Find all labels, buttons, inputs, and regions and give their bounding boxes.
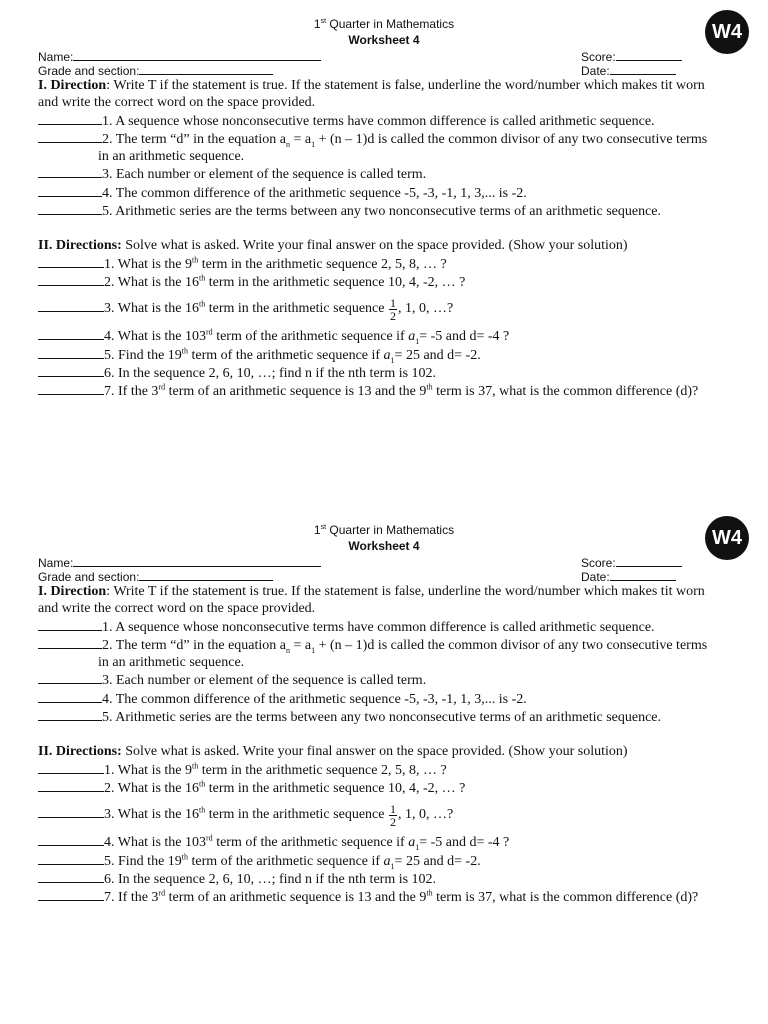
answer-blank[interactable] <box>38 202 102 215</box>
problem-item: 2. What is the 16th term in the arithmetic sequence 10, 4, -2, … ? <box>38 779 738 797</box>
worksheet-title: Worksheet 4 <box>348 33 420 47</box>
problem-item: 6. In the sequence 2, 6, 10, …; find n if the nth term is 102. <box>38 870 738 888</box>
answer-blank[interactable] <box>38 327 104 340</box>
answer-blank[interactable] <box>38 130 102 143</box>
problem-item: 7. If the 3rd term of an arithmetic sequence is 13 and the 9th term is 37, what is the common difference (d)? <box>38 382 738 400</box>
fraction-one-half: $\frac{1}{2}$ <box>389 801 396 829</box>
answer-blank[interactable] <box>38 382 104 395</box>
answer-blank[interactable] <box>38 273 104 286</box>
answer-blank[interactable] <box>38 671 102 684</box>
answer-blank[interactable] <box>38 761 104 774</box>
problem-item: 3. What is the 16th term in the arithmetic sequence $\frac{1}{2}$ , 1, 0, …? <box>38 291 738 327</box>
part1-direction: I. Direction: Write T if the statement is true. If the statement is false, underline the word/number which makes tit worn <box>38 78 705 93</box>
tf-item: 5. Arithmetic series are the terms between any two nonconsecutive terms of an arithmetic sequence. <box>38 708 738 726</box>
problem-item: 5. Find the 19th term of the arithmetic sequence if $a_1= 25$ and d= -2. <box>38 346 738 364</box>
quarter-heading: 1st Quarter in Mathematics <box>313 523 455 537</box>
worksheet-body <box>38 583 738 906</box>
answer-blank[interactable] <box>38 636 102 649</box>
tf-item: 4. The common difference of the arithmetic sequence -5, -3, -1, 1, 3,... is -2. <box>38 184 738 202</box>
part2-direction: II. Directions: Solve what is asked. Write your final answer on the space provided. (Show your solution) <box>38 238 628 254</box>
answer-blank[interactable] <box>38 364 104 377</box>
part2-direction: II. Directions: Solve what is asked. Write your final answer on the space provided. (Show your solution) <box>38 744 628 760</box>
answer-blank[interactable] <box>38 870 104 883</box>
answer-blank[interactable] <box>38 299 104 312</box>
score-field[interactable]: Score: <box>581 48 682 64</box>
tf-item: 3. Each number or element of the sequence is called term. <box>38 165 738 183</box>
answer-blank[interactable] <box>38 255 104 268</box>
answer-blank[interactable] <box>38 112 102 125</box>
problem-item: 2. What is the 16th term in the arithmetic sequence 10, 4, -2, … ? <box>38 273 738 291</box>
worksheet-title: Worksheet 4 <box>348 539 420 553</box>
answer-blank[interactable] <box>38 833 104 846</box>
answer-blank[interactable] <box>38 852 104 865</box>
answer-blank[interactable] <box>38 805 104 818</box>
tf-item-cont: in an arithmetic sequence. <box>98 149 245 165</box>
answer-blank[interactable] <box>38 184 102 197</box>
answer-blank[interactable] <box>38 779 104 792</box>
answer-blank[interactable] <box>38 165 102 178</box>
problem-item: 7. If the 3rd term of an arithmetic sequence is 13 and the 9th term is 37, what is the common difference (d)? <box>38 888 738 906</box>
tf-item: 4. The common difference of the arithmetic sequence -5, -3, -1, 1, 3,... is -2. <box>38 690 738 708</box>
part1-direction: I. Direction: Write T if the statement is true. If the statement is false, underline the word/number which makes tit worn <box>38 584 705 599</box>
part1-direction-cont: and write the correct word on the space provided. <box>38 95 316 111</box>
score-field[interactable]: Score: <box>581 554 682 570</box>
answer-blank[interactable] <box>38 618 102 631</box>
quarter-heading: 1st Quarter in Mathematics <box>313 17 455 31</box>
w4-badge: W4 <box>705 516 749 560</box>
tf-item: 2. The term “d” in the equation $a_n = a_1 + (n - 1)d$ is called the common divisor of any two consecutive terms <box>38 130 738 148</box>
grade-section-field[interactable]: Grade and section: <box>38 62 273 78</box>
problem-item: 3. What is the 16th term in the arithmetic sequence $\frac{1}{2}$ , 1, 0, …? <box>38 797 738 833</box>
problem-item: 1. What is the 9th term in the arithmetic sequence 2, 5, 8, … ? <box>38 255 738 273</box>
answer-blank[interactable] <box>38 708 102 721</box>
problem-item: 1. What is the 9th term in the arithmetic sequence 2, 5, 8, … ? <box>38 761 738 779</box>
problem-item: 4. What is the 103rd term of the arithmetic sequence if $a_1= -5$ and d= -4 ? <box>38 833 738 851</box>
part1-direction-cont: and write the correct word on the space provided. <box>38 601 316 617</box>
tf-item: 2. The term “d” in the equation $a_n = a_1 + (n - 1)d$ is called the common divisor of any two consecutive terms <box>38 636 738 654</box>
tf-item-cont: in an arithmetic sequence. <box>98 655 245 671</box>
worksheet-copy-1 <box>0 0 768 500</box>
tf-item: 1. A sequence whose nonconsecutive terms have common difference is called arithmetic sequence. <box>38 618 738 636</box>
worksheet-copy-2 <box>0 506 768 1006</box>
date-field[interactable]: Date: <box>581 62 676 78</box>
tf-item: 1. A sequence whose nonconsecutive terms have common difference is called arithmetic sequence. <box>38 112 738 130</box>
name-field[interactable]: Name: <box>38 554 321 570</box>
fraction-one-half: $\frac{1}{2}$ <box>389 295 396 323</box>
grade-section-field[interactable]: Grade and section: <box>38 568 273 584</box>
worksheet-body <box>38 77 738 400</box>
problem-item: 6. In the sequence 2, 6, 10, …; find n if the nth term is 102. <box>38 364 738 382</box>
tf-item: 5. Arithmetic series are the terms between any two nonconsecutive terms of an arithmetic sequence. <box>38 202 738 220</box>
problem-item: 4. What is the 103rd term of the arithmetic sequence if $a_1= -5$ and d= -4 ? <box>38 327 738 345</box>
name-field[interactable]: Name: <box>38 48 321 64</box>
w4-badge: W4 <box>705 10 749 54</box>
tf-item: 3. Each number or element of the sequence is called term. <box>38 671 738 689</box>
date-field[interactable]: Date: <box>581 568 676 584</box>
problem-item: 5. Find the 19th term of the arithmetic sequence if $a_1= 25$ and d= -2. <box>38 852 738 870</box>
answer-blank[interactable] <box>38 346 104 359</box>
answer-blank[interactable] <box>38 888 104 901</box>
answer-blank[interactable] <box>38 690 102 703</box>
